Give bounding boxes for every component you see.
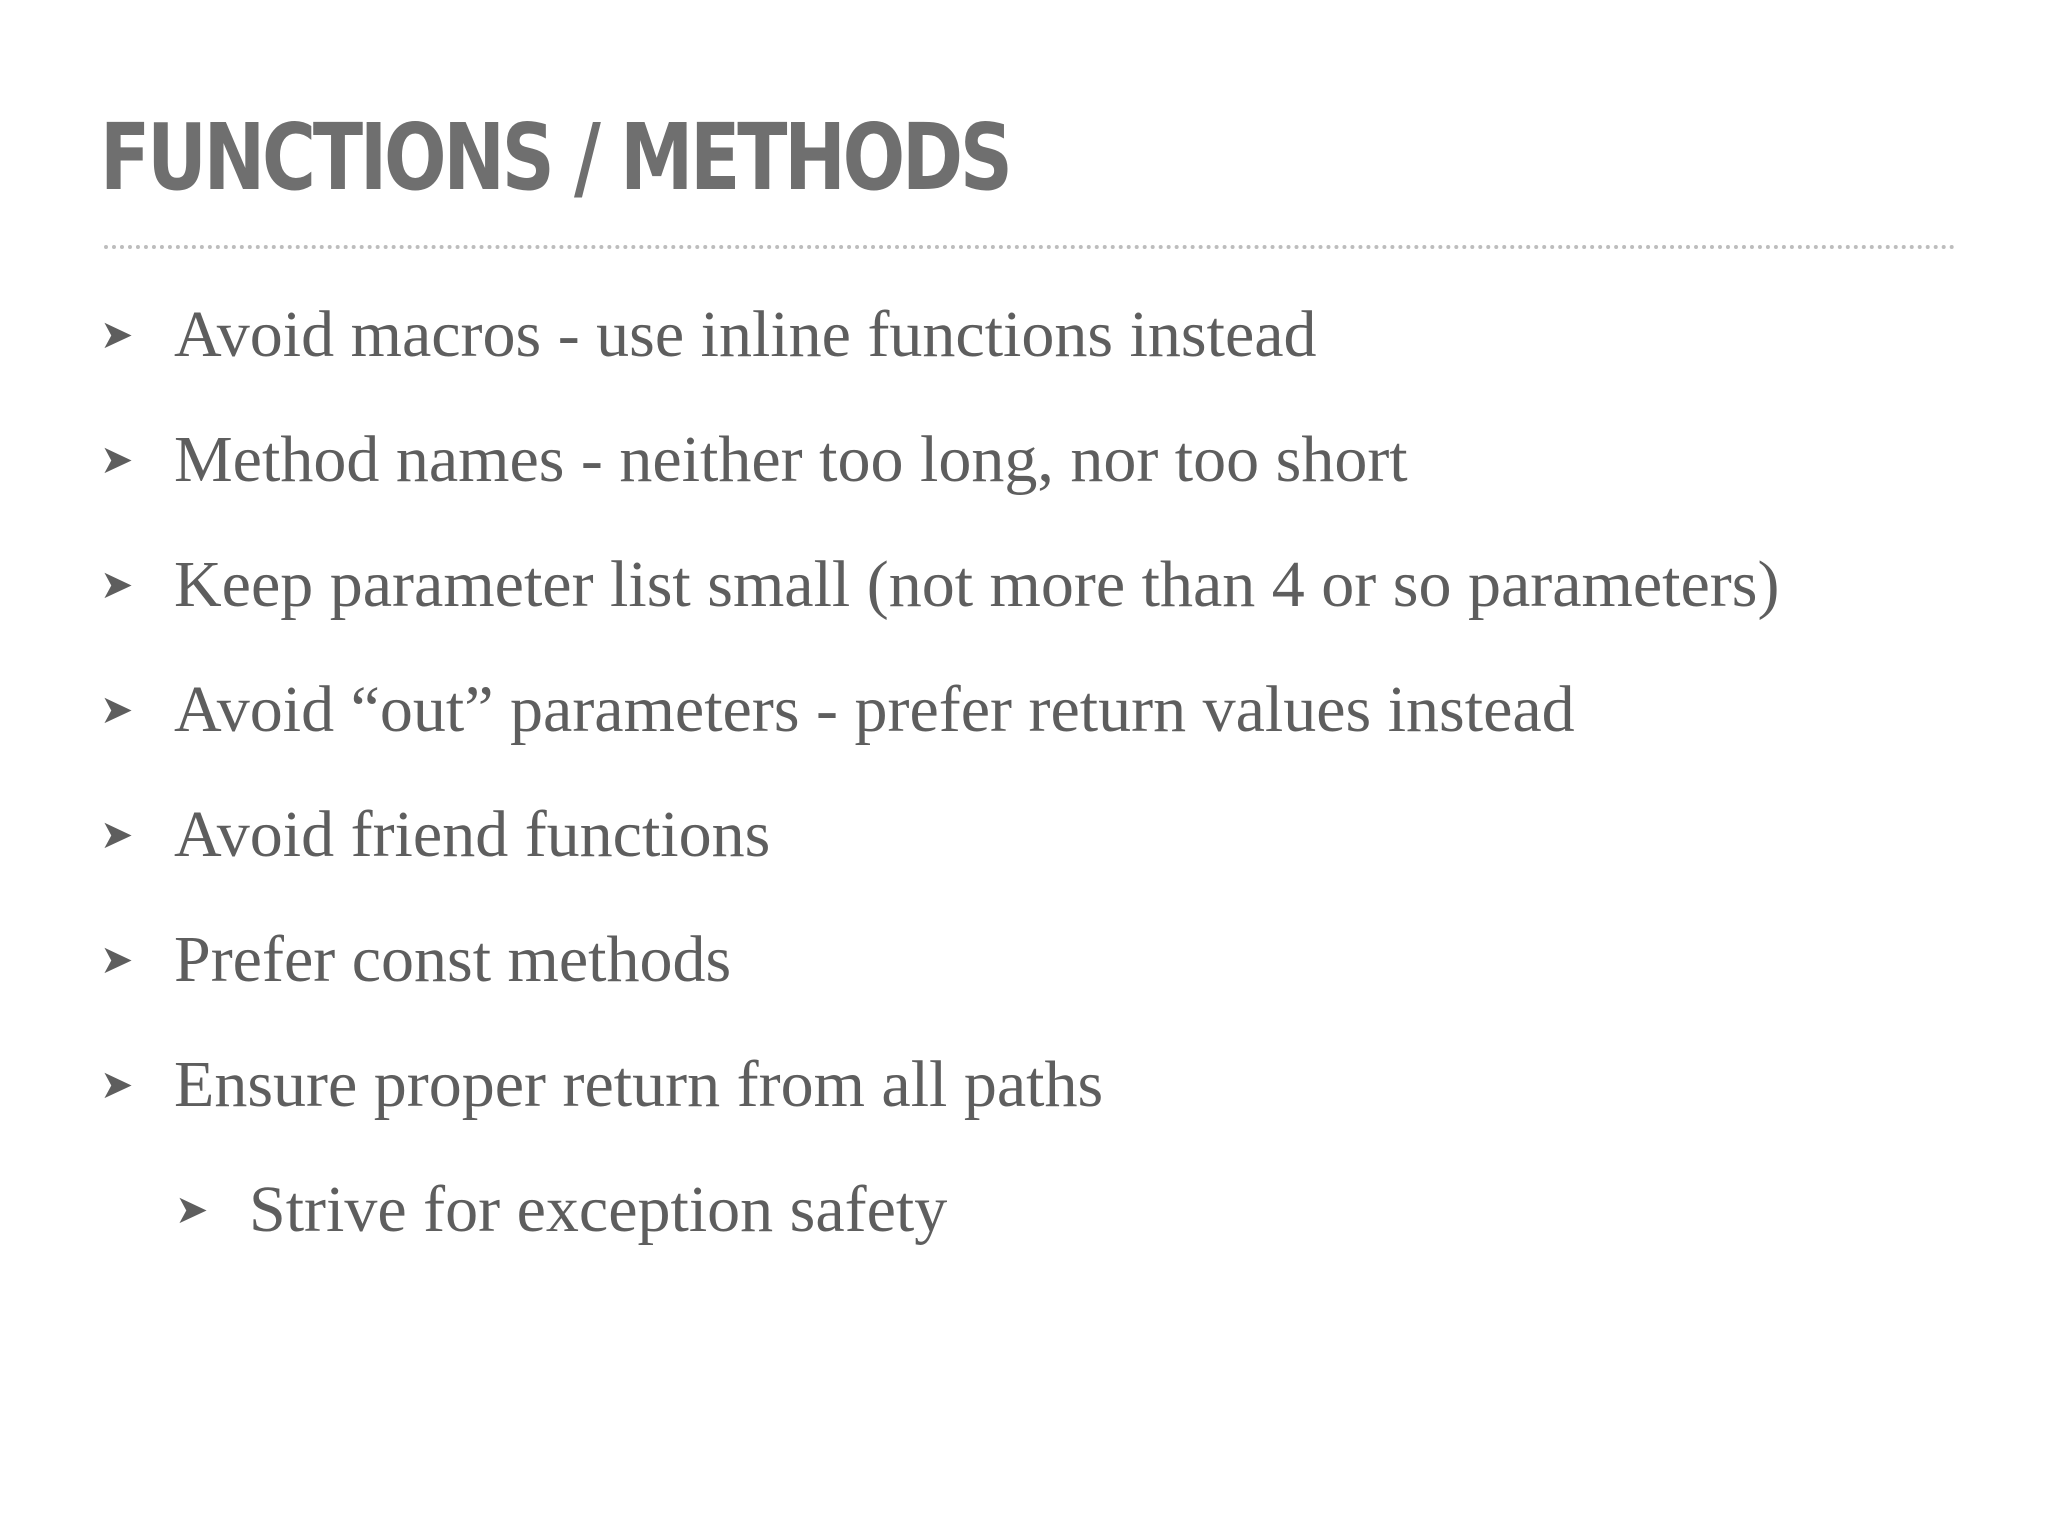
bullet-text: Avoid macros - use inline functions instead xyxy=(174,298,1317,371)
arrow-bullet-icon: ➤ xyxy=(100,812,134,858)
sub-bullet-text: Strive for exception safety xyxy=(249,1173,948,1246)
arrow-bullet-icon: ➤ xyxy=(100,937,134,983)
bullet-text: Avoid “out” parameters - prefer return values instead xyxy=(174,673,1575,746)
bullet-text: Ensure proper return from all paths xyxy=(174,1048,1104,1121)
arrow-bullet-icon: ➤ xyxy=(100,437,134,483)
arrow-bullet-icon: ➤ xyxy=(175,1187,209,1233)
bullet-text: Method names - neither too long, nor too short xyxy=(174,423,1408,496)
arrow-bullet-icon: ➤ xyxy=(100,1062,134,1108)
arrow-bullet-icon: ➤ xyxy=(100,312,134,358)
bullet-text: Avoid friend functions xyxy=(174,798,771,871)
slide-title: FUNCTIONS / METHODS xyxy=(100,104,1010,211)
bullet-text: Keep parameter list small (not more than 4 or so parameters) xyxy=(174,548,1780,621)
arrow-bullet-icon: ➤ xyxy=(100,687,134,733)
arrow-bullet-icon: ➤ xyxy=(100,562,134,608)
bullet-text: Prefer const methods xyxy=(174,923,732,996)
